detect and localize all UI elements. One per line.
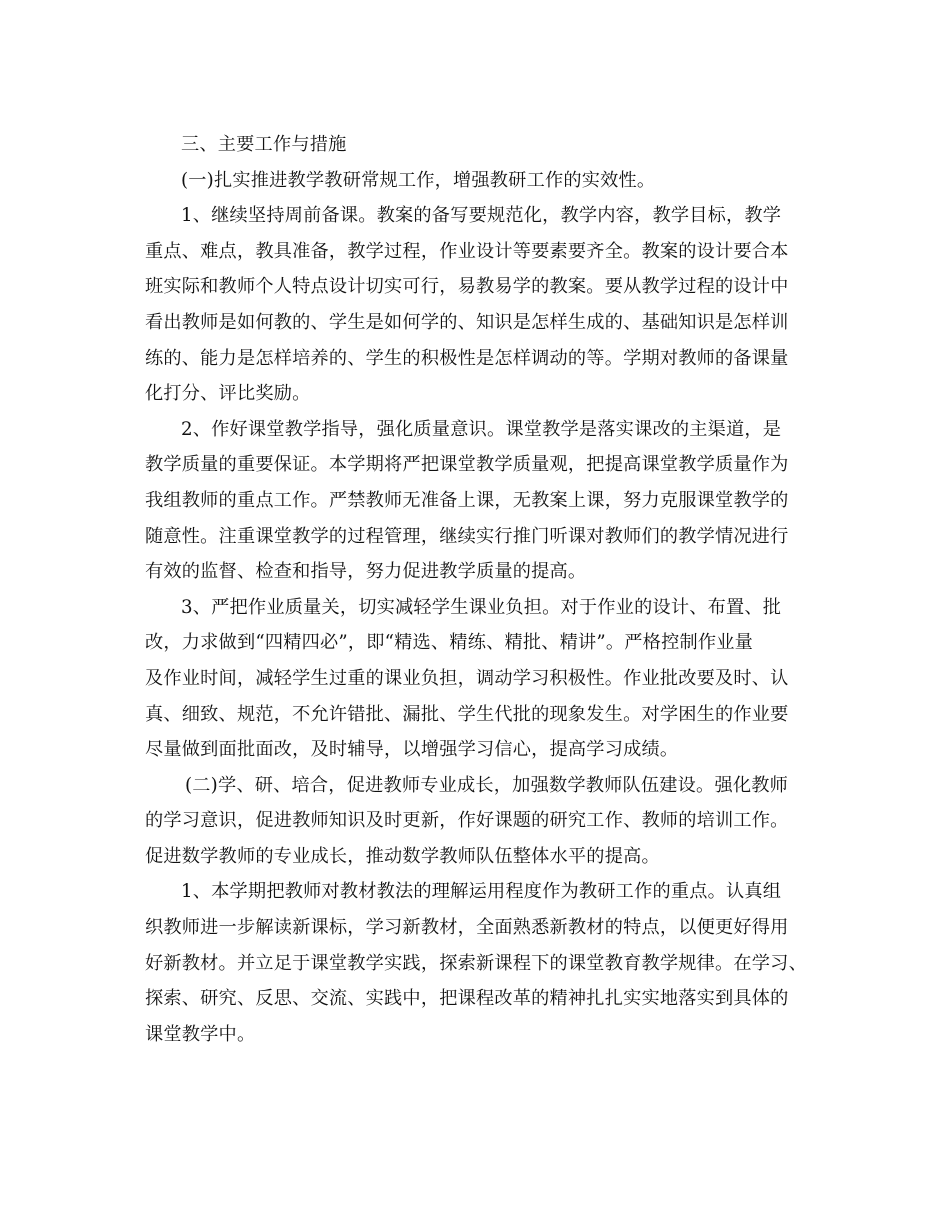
paragraph-line: 尽量做到面批面改，及时辅导，以增强学习信心，提高学习成绩。 — [145, 739, 679, 761]
paragraph-line: 随意性。注重课堂教学的过程管理，继续实行推门听课对教师们的教学情况进行 — [145, 525, 789, 547]
paragraph-line: 真、细致、规范，不允许错批、漏批、学生代批的现象发生。对学困生的作业要 — [145, 703, 789, 725]
paragraph-line: 及作业时间，减轻学生过重的课业负担，调动学习积极性。作业批改要及时、认 — [145, 667, 789, 689]
document-body — [145, 127, 805, 1052]
paragraph-line: 看出教师是如何教的、学生是如何学的、知识是怎样生成的、基础知识是怎样训 — [145, 311, 789, 333]
paragraph-line: 织教师进一步解读新课标，学习新教材，全面熟悉新教材的特点，以便更好得用 — [145, 917, 789, 939]
paragraph-line: 探索、研究、反思、交流、实践中，把课程改革的精神扎扎实实地落实到具体的 — [145, 988, 789, 1010]
paragraph-line: 促进数学教师的专业成长，推动数学教师队伍整体水平的提高。 — [145, 845, 660, 867]
section-heading: 三、主要工作与措施 — [181, 134, 347, 155]
paragraph-line: 的学习意识，促进教师知识及时更新，作好课题的研究工作、教师的培训工作。 — [145, 810, 789, 832]
subsection-heading: (二)学、研、培合，促进教师专业成长，加强数学教师队伍建设。强化教师 — [185, 774, 788, 796]
paragraph-line: 教学质量的重要保证。本学期将严把课堂教学质量观，把提高课堂教学质量作为 — [145, 454, 789, 476]
paragraph-line: 重点、难点，教具准备，教学过程，作业设计等要素要齐全。教案的设计要合本 — [145, 240, 789, 262]
paragraph-line: 有效的监督、检查和指导，努力促进教学质量的提高。 — [145, 561, 587, 583]
subsection-heading: (一)扎实推进教学教研常规工作，增强教研工作的实效性。 — [181, 169, 656, 191]
paragraph-line: 课堂教学中。 — [145, 1023, 256, 1045]
paragraph-line: 1、继续坚持周前备课。教案的备写要规范化，教学内容，教学目标，教学 — [181, 205, 782, 227]
paragraph-line: 化打分、评比奖励。 — [145, 383, 311, 405]
paragraph-line: 1、本学期把教师对教材教法的理解运用程度作为教研工作的重点。认真组 — [181, 881, 782, 903]
paragraph-line: 练的、能力是怎样培养的、学生的积极性是怎样调动的等。学期对教师的备课量 — [145, 347, 789, 369]
paragraph-line: 3、严把作业质量关，切实减轻学生课业负担。对于作业的设计、布置、批 — [181, 596, 782, 618]
paragraph-line: 改，力求做到“四精四必”，即“精选、精练、精批、精讲”。严格控制作业量 — [145, 632, 754, 654]
paragraph-line: 好新教材。并立足于课堂教学实践，探索新课程下的课堂教育教学规律。在学习、 — [145, 952, 807, 974]
paragraph-line: 我组教师的重点工作。严禁教师无准备上课，无教案上课，努力克服课堂教学的 — [145, 489, 789, 511]
paragraph-line: 班实际和教师个人特点设计切实可行，易教易学的教案。要从教学过程的设计中 — [145, 276, 789, 298]
paragraph-line: 2、作好课堂教学指导，强化质量意识。课堂教学是落实课改的主渠道，是 — [181, 418, 782, 440]
